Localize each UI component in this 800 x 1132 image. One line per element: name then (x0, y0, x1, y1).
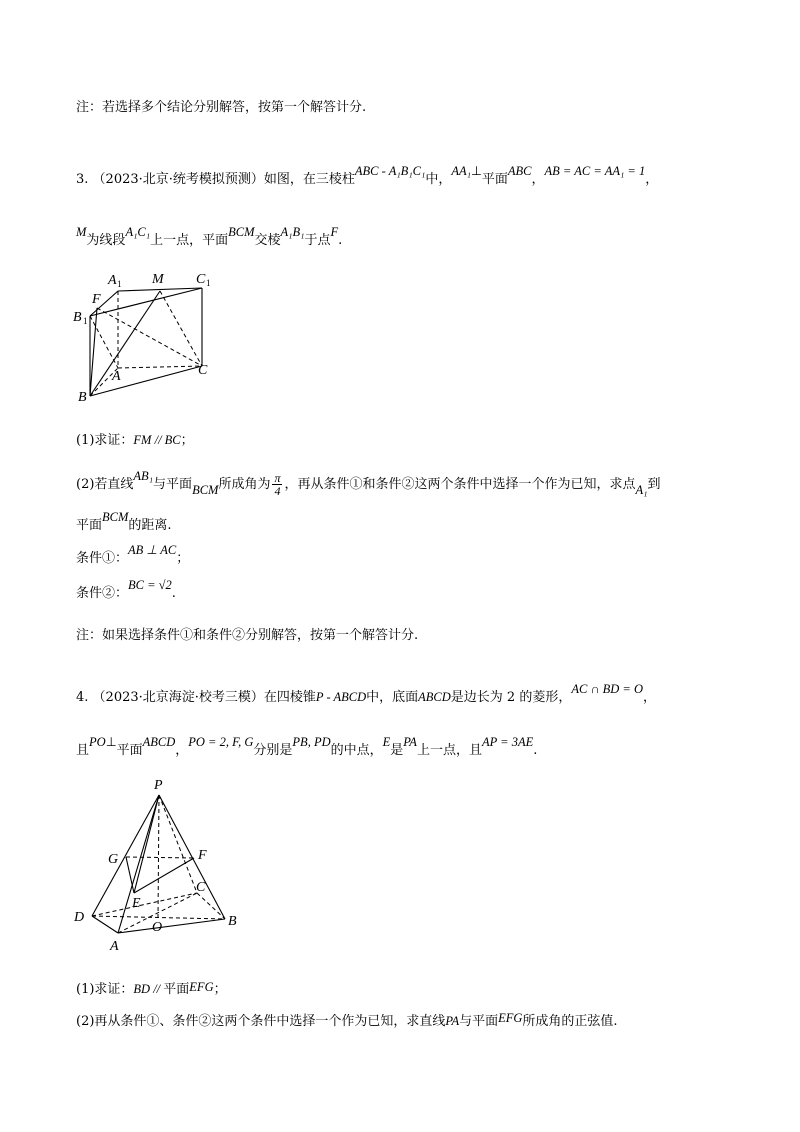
p3-c2-math: BC = √2 (128, 578, 172, 592)
p4-acbd: AC ∩ BD = O (571, 682, 643, 696)
p3-bcm2: BCM (192, 483, 219, 497)
p3-text: 到 (647, 477, 661, 492)
p4-pbpd: PB, PD (292, 735, 331, 749)
p4-line1 (76, 682, 656, 707)
p4-line2 (76, 735, 538, 760)
p4-text: ， (175, 743, 189, 758)
p4-text: 的中点， (330, 743, 383, 758)
p4-abcd2: ABCD (142, 735, 176, 749)
p3-q2-label: (2)若直线 (76, 477, 134, 492)
p3-text: 条件②： (76, 586, 129, 601)
frac-num: π (274, 471, 281, 485)
p4-text: 是边长为 2 的菱形， (450, 690, 572, 705)
p3-c1-math: AB ⊥ AC (128, 543, 177, 557)
p3-q2-line2 (76, 510, 172, 535)
label-d: D (74, 910, 85, 925)
p3-bcm: BCM (228, 225, 255, 239)
label-c1-sub: 1 (206, 278, 211, 288)
perp-symbol: ⊥ (471, 164, 482, 178)
pi-over-4 (272, 472, 282, 497)
p3-q1 (76, 431, 194, 450)
p4-q1-math: BD // (133, 982, 164, 996)
p3-number: 3. (76, 172, 89, 187)
p4-text: 平面 (163, 982, 190, 997)
frac-den: 4 (274, 484, 281, 498)
p3-condition-1 (76, 543, 190, 568)
p4-po2: PO = 2, F, G (188, 735, 254, 749)
p4-pa2: PA (445, 1014, 460, 1028)
p3-q2 (76, 469, 661, 498)
p3-f: F (330, 225, 339, 239)
p4-ap: AP = 3AE (481, 735, 534, 749)
p3-text: 上一点，平面 (150, 233, 229, 248)
p3-text: . (171, 586, 176, 601)
label-c1: C (196, 272, 206, 287)
p3-text: ； (180, 433, 194, 448)
p4-q1-label: (1)求证： (76, 982, 134, 997)
p4-text: 且 (76, 743, 90, 758)
label-b: B (78, 390, 87, 405)
note-choice-2: 注：如果选择条件①和条件②分别解答，按第一个解答计分. (76, 628, 419, 643)
label-b1-sub: 1 (83, 316, 88, 326)
p3-prism: ABC - A₁B₁C₁ (354, 164, 426, 178)
prism-figure (70, 268, 220, 408)
p3-text: 平面 (76, 518, 103, 533)
p3-equation: AB = AC = AA₁ = 1 (544, 164, 646, 178)
p3-text: 与平面 (153, 477, 193, 492)
label-o: O (152, 920, 163, 935)
label-c: C (196, 880, 206, 895)
p4-text: 所成角的正弦值. (522, 1014, 618, 1029)
p3-ab1: AB₁ (133, 469, 154, 483)
label-p: P (154, 778, 163, 793)
p4-text: 是 (390, 743, 404, 758)
label-a: A (112, 369, 121, 384)
p4-text: ， (642, 690, 656, 705)
p4-number: 4. (76, 690, 89, 705)
label-e: E (132, 896, 141, 911)
p3-a1: A₁ (635, 483, 648, 497)
label-g: G (108, 852, 119, 867)
note-choice-1: 注：若选择多个结论分别解答，按第一个解答计分. (76, 100, 367, 115)
label-b: B (228, 914, 237, 929)
p3-text: 中， (425, 172, 452, 187)
p4-text: 分别是 (253, 743, 293, 758)
pyramid-figure (70, 775, 245, 960)
p4-text: 与平面 (459, 1014, 499, 1029)
label-c: C (198, 363, 208, 378)
p3-condition-2 (76, 578, 176, 603)
label-a1: A (108, 273, 117, 288)
p3-text: 所成角为 (218, 477, 271, 492)
p4-text: 平面 (116, 743, 143, 758)
p3-text: 平面 (481, 172, 508, 187)
p4-q1 (76, 980, 227, 999)
p4-pyramid: P - ABCD (315, 690, 367, 704)
p3-text: ； (176, 551, 190, 566)
p4-pa: PA (403, 735, 417, 749)
p3-q1-label: (1)求证： (76, 433, 134, 448)
p3-text: 为线段 (86, 233, 126, 248)
p3-text: ， (645, 172, 659, 187)
perp-symbol: ⊥ (105, 735, 117, 749)
p4-text: . (533, 743, 538, 758)
p3-text: 的距离. (128, 518, 172, 533)
p4-e: E (382, 735, 391, 749)
p3-text: 交棱 (254, 233, 281, 248)
p3-a1b1: A₁B₁ (280, 225, 305, 239)
p3-abc: ABC (507, 164, 532, 178)
p3-text: 条件①： (76, 551, 129, 566)
p4-efg2: EFG (498, 1011, 523, 1025)
p4-po: PO (89, 735, 106, 749)
p4-abcd: ABCD (418, 690, 451, 704)
p4-text: 上一点，且 (416, 743, 482, 758)
p3-line2 (76, 225, 343, 250)
label-m: M (152, 272, 164, 287)
p4-efg: EFG (189, 980, 214, 994)
p4-source: （2023·北京海淀·校考三模）在四棱锥 (92, 690, 316, 705)
p3-q1-math: FM // BC (133, 433, 181, 447)
p3-bcm3: BCM (102, 510, 129, 524)
label-a1-sub: 1 (117, 279, 122, 289)
p3-a1c1: A₁C₁ (125, 225, 151, 239)
p3-m: M (76, 225, 87, 239)
label-f: F (92, 292, 101, 307)
p3-text: ，再从条件①和条件②这两个条件中选择一个作为已知，求点 (284, 477, 636, 492)
label-a: A (110, 939, 119, 954)
p4-text: ； (213, 982, 227, 997)
p4-q2-label: (2)再从条件①、条件②这两个条件中选择一个作为已知，求直线 (76, 1014, 446, 1029)
p3-text: . (338, 233, 343, 248)
label-f: F (198, 848, 207, 863)
p3-line1 (76, 164, 659, 189)
p3-text: 于点 (304, 233, 331, 248)
p4-q2 (76, 1012, 618, 1031)
p3-text: ， (531, 172, 545, 187)
p4-text: 中，底面 (366, 690, 419, 705)
p3-source: （2023·北京·统考模拟预测）如图，在三棱柱 (92, 172, 355, 187)
label-b1: B (73, 310, 82, 325)
p3-aa1: AA₁ (451, 164, 471, 178)
